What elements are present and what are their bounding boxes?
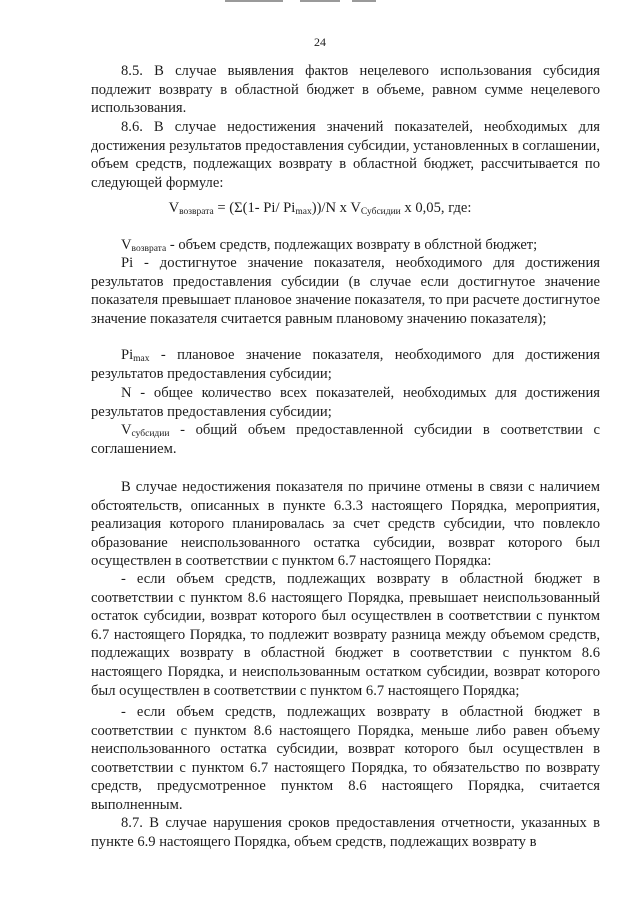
scan-edge-marks bbox=[0, 0, 640, 4]
definition-pi-max: $Pi_{max}$ - плановое значение показателя, необходимого для достижения результатов предоставления субсидии; bbox=[91, 347, 600, 382]
definition-pi: Pi - достигнутое значение показателя, необходимого для достижения результатов предоставления субсидии (в случае если достигнутое значение показателя превышает плановое значение показателя, то при расчете достигнутое значение показателя считается равным плановому значению показателя); bbox=[91, 255, 600, 327]
definition-v-return: $V_{возврата}$ - объем средств, подлежащих возврату в облстной бюджет; bbox=[121, 237, 538, 254]
paragraph-8-6: 8.6. В случае недостижения значений показателей, необходимых для достижения результатов предоставления субсидии, установленных в соглашении, объем средств, подлежащих возврату в областной бюджет, рассчитывается по следующей формуле: bbox=[91, 119, 600, 191]
definition-v-subsidy: $V_{субсидии}$ - общий объем предоставленной субсидии в соответствии с соглашением. bbox=[91, 422, 600, 457]
bullet-exceeds: - если объем средств, подлежащих возврату в областной бюджет в соответствии с пунктом 8.6 настоящего Порядка, превышает неиспользованный остаток субсидии, возврат которого был осуществлен в соответствии с пунктом 6.7 настоящего Порядка, то подлежит возврату разница между объемом средств, подлежащих возврату в областной бюджет в соответствии с пунктом 8.6 настоящего Порядка, и неиспользованным остатком субсидии, возврат которого был осуществлен в соответствии с пунктом 6.7 настоящего Порядка; bbox=[91, 571, 600, 699]
paragraph-cancellation: В случае недостижения показателя по причине отмены в связи с наличием обстоятельств, описанных в пункте 6.3.3 настоящего Порядка, мероприятия, реализация которого планировалась за счет средств субсидии, что повлекло образование неиспользованного остатка субсидии, возврат которого был осуществлен в соответствии с пунктом 6.7 настоящего Порядка: bbox=[91, 479, 600, 570]
definition-n: N - общее количество всех показателей, необходимых для достижения результатов предоставления субсидии; bbox=[91, 385, 600, 420]
paragraph-8-5: 8.5. В случае выявления фактов нецелевого использования субсидия подлежит возврату в областной бюджет в объеме, равном сумме нецелевого использования. bbox=[91, 63, 600, 117]
paragraph-8-7: 8.7. В случае нарушения сроков предоставления отчетности, указанных в пункте 6.9 настоящего Порядка, объем средств, подлежащих возврату в bbox=[91, 815, 600, 850]
return-formula: $V_{возврата} = (\Sigma(1-$ Pi/ $Pi_{max}))/N$ x $V_{Субсидии}$ x 0,05, где: bbox=[168, 200, 472, 217]
page-number: 24 bbox=[314, 35, 326, 49]
bullet-less-or-equal: - если объем средств, подлежащих возврату в областной бюджет в соответствии с пунктом 8.6 настоящего Порядка, меньше либо равен объему неиспользованного остатка субсидии, возврат которого был осуществлен в соответствии с пунктом 6.7 настоящего Порядка, то обязательство по возврату средств, предусмотренное пунктом 8.6 настоящего Порядка, считается выполненным. bbox=[91, 704, 600, 813]
